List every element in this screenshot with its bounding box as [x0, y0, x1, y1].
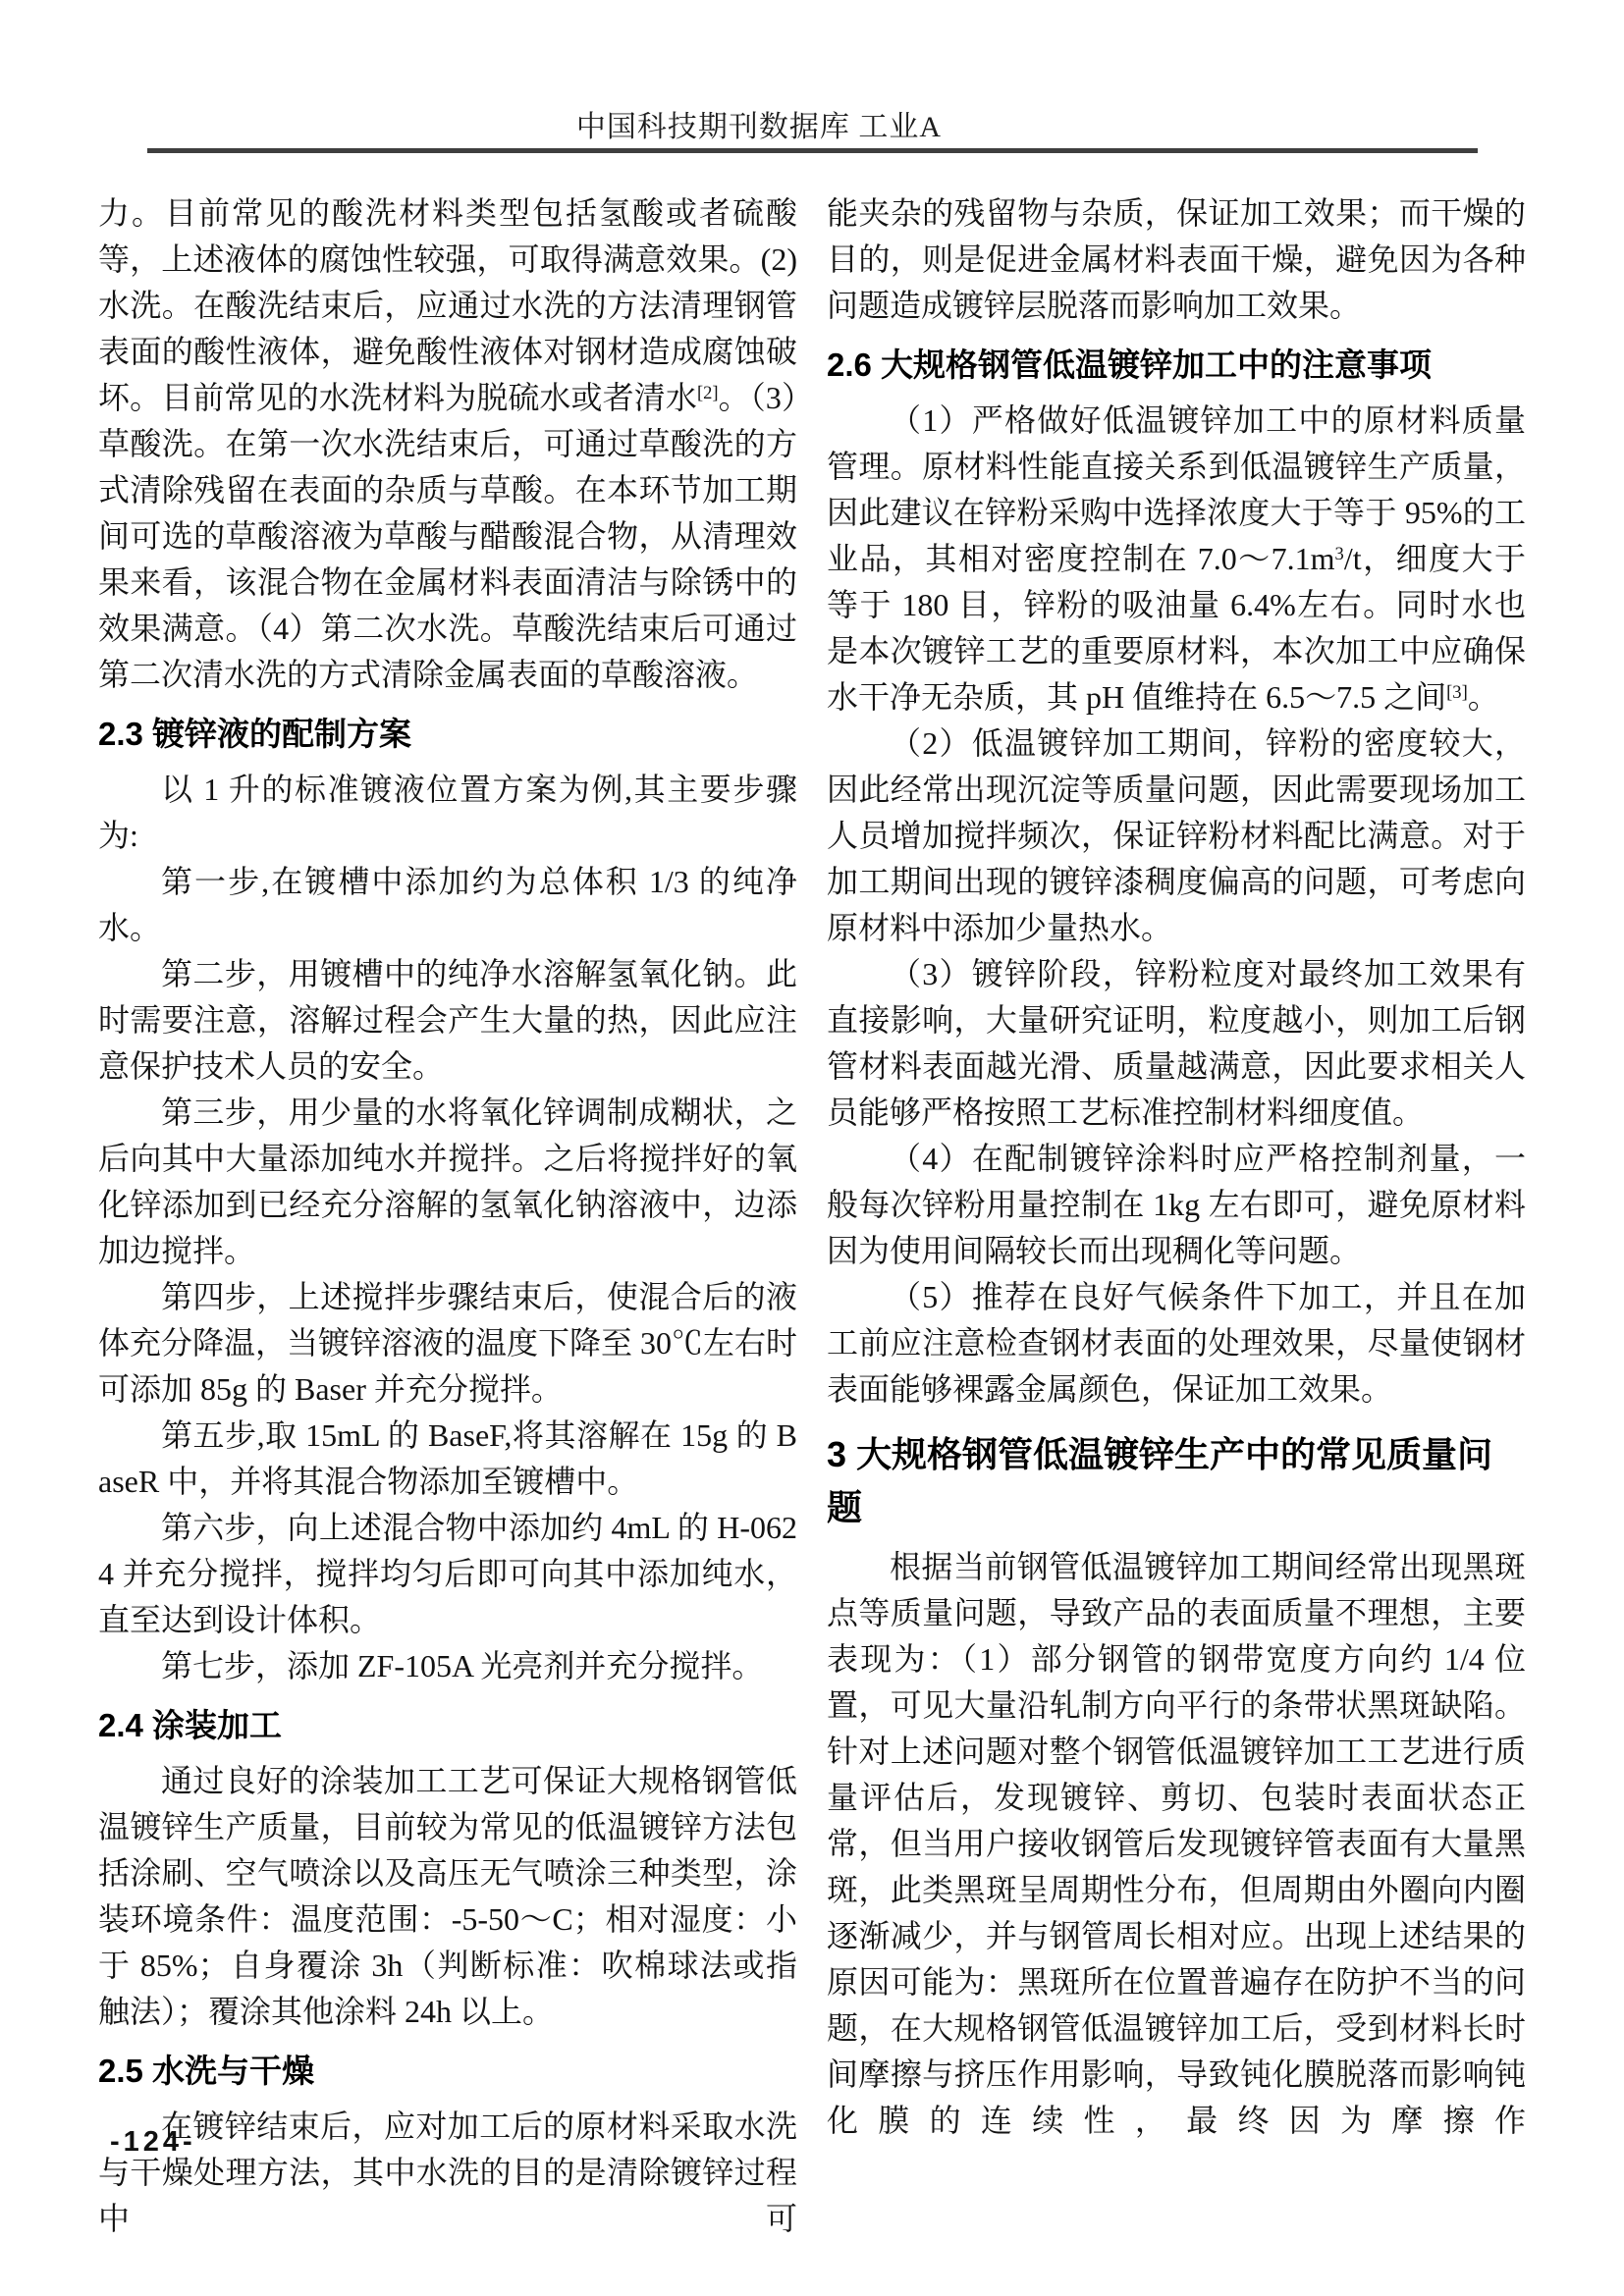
- paragraph-note-5: （5）推荐在良好气候条件下加工，并且在加工前应注意检查钢材表面的处理效果，尽量使钢材表面能够裸露金属颜色，保证加工效果。: [827, 1279, 1526, 1407]
- paragraph-step-7: 第七步，添加 ZF-105A 光亮剂并充分搅拌。: [161, 1648, 764, 1683]
- paragraph-note-2: （2）低温镀锌加工期间，锌粉的密度较大，因此经常出现沉淀等质量问题，因此需要现场加工人员增加搅拌频次，保证锌粉材料配比满意。对于加工期间出现的镀锌漆稠度偏高的问题，可考虑向原材料中添加少量热水。: [827, 725, 1526, 945]
- paragraph-text: 力。目前常见的酸洗材料类型包括氢酸或者硫酸等，上述液体的腐蚀性较强，可取得满意效果。(2)水洗。在酸洗结束后，应通过水洗的方法清理钢管表面的酸性液体，避免酸性液体对钢材造成腐蚀破坏。目前常见的水洗材料为脱硫水或者清水: [98, 195, 797, 415]
- paragraph-text: 。: [1467, 679, 1499, 715]
- section-heading-2-5: 2.5 水洗与干燥: [98, 2053, 315, 2089]
- paragraph-steps-intro: 以 1 升的标准镀液位置方案为例,其主要步骤为:: [98, 772, 797, 853]
- paragraph-washing-drying-start: 在镀锌结束后，应对加工后的原材料采取水洗与干燥处理方法，其中水洗的目的是清除镀锌过程中可: [98, 2109, 797, 2236]
- paragraph-text: （1）严格做好低温镀锌加工中的原材料质量管理。原材料性能直接关系到低温镀锌生产质量，因此建议在锌粉采购中选择浓度大于等于 95%的工业品，其相对密度控制在 7.0～7.1m: [827, 402, 1526, 576]
- paragraph-quality-issues: 根据当前钢管低温镀锌加工期间经常出现黑斑点等质量问题，导致产品的表面质量不理想，主要表现为：（1）部分钢管的钢带宽度方向约 1/4 位置，可见大量沿轧制方向平行的条带状黑斑缺陷。针对上述问题对整个钢管低温镀锌加工工艺进行质量评估后，发现镀锌、剪切、包装时表面状态正常，但当用户接收钢管后发现镀锌管表面有大量黑斑，此类黑斑呈周期性分布，但周期由外圈向内圈逐渐减少，并与钢管周长相对应。出现上述结果的原因可能为：黑斑所在位置普遍存在防护不当的问题，在大规格钢管低温镀锌加工后，受到材料长时间摩擦与挤压作用影响，导致钝化膜脱落而影响钝化膜的连续性，最终因为摩擦作: [827, 1549, 1526, 2138]
- paragraph-text: 。（3）草酸洗。在第一次水洗结束后，可通过草酸洗的方式清除残留在表面的杂质与草酸。在本环节加工期间可选的草酸溶液为草酸与醋酸混合物，从清理效果来看，该混合物在金属材料表面清洁与除锈中的效果满意。（4）第二次水洗。草酸洗结束后可通过第二次清水洗的方式清除金属表面的草酸溶液。: [98, 380, 797, 692]
- left-column: [98, 190, 797, 2242]
- section-heading-3: 3 大规格钢管低温镀锌生产中的常见质量问题: [827, 1434, 1493, 1527]
- section-heading-2-6: 2.6 大规格钢管低温镀锌加工中的注意事项: [827, 347, 1433, 383]
- right-column: [827, 190, 1526, 2144]
- superscript-cubed: 3: [1334, 543, 1344, 564]
- paragraph-step-5: 第五步,取 15mL 的 BaseF,将其溶解在 15g 的 BaseR 中，并将其混合物添加至镀槽中。: [98, 1417, 797, 1499]
- paragraph-step-4: 第四步，上述搅拌步骤结束后，使混合后的液体充分降温，当镀锌溶液的温度下降至 30℃左右时可添加 85g 的 Baser 并充分搅拌。: [98, 1279, 798, 1407]
- paragraph-step-1: 第一步,在镀槽中添加约为总体积 1/3 的纯净水。: [98, 864, 797, 945]
- paragraph-pickling-continuation: [98, 190, 797, 698]
- citation-ref-2: [2]: [696, 382, 719, 403]
- paragraph-step-2: 第二步，用镀槽中的纯净水溶解氢氧化钠。此时需要注意，溶解过程会产生大量的热，因此应注意保护技术人员的安全。: [98, 956, 797, 1084]
- journal-header-title: 中国科技期刊数据库 工业A: [575, 111, 943, 143]
- paragraph-washing-drying-continuation: 能夹杂的残留物与杂质，保证加工效果；而干燥的目的，则是促进金属材料表面干燥，避免因为各种问题造成镀锌层脱落而影响加工效果。: [827, 195, 1526, 323]
- header-divider-line: [147, 148, 1478, 153]
- section-heading-2-4: 2.4 涂装加工: [98, 1707, 283, 1743]
- paragraph-step-3: 第三步，用少量的水将氧化锌调制成糊状，之后向其中大量添加纯水并搅拌。之后将搅拌好的氧化锌添加到已经充分溶解的氢氧化钠溶液中，边添加边搅拌。: [98, 1095, 797, 1268]
- paragraph-note-3: （3）镀锌阶段，锌粉粒度对最终加工效果有直接影响，大量研究证明，粒度越小，则加工后钢管材料表面越光滑、质量越满意，因此要求相关人员能够严格按照工艺标准控制材料细度值。: [827, 956, 1526, 1130]
- section-heading-2-3: 2.3 镀锌液的配制方案: [98, 716, 412, 752]
- paragraph-coating-process: 通过良好的涂装加工工艺可保证大规格钢管低温镀锌生产质量，目前较为常见的低温镀锌方法包括涂刷、空气喷涂以及高压无气喷涂三种类型，涂装环境条件：温度范围：-5-50～C；相对湿度：小于 85%；自身覆涂 3h（判断标准：吹棉球法或指触法）；覆涂其他涂料 24h 以上。: [98, 1763, 797, 2029]
- paragraph-text: /t，细度大于等于 180 目，锌粉的吸油量 6.4%左右。同时水也是本次镀锌工艺的重要原材料，本次加工中应确保水干净无杂质，其 pH 值维持在 6.5～7.5 之间: [827, 541, 1526, 715]
- page-number: -124-: [110, 2126, 196, 2158]
- citation-ref-3: [3]: [1446, 681, 1468, 703]
- paragraph-note-4: （4）在配制镀锌涂料时应严格控制剂量，一般每次锌粉用量控制在 1kg 左右即可，避免原材料因为使用间隔较长而出现稠化等问题。: [827, 1141, 1526, 1268]
- paragraph-step-6: 第六步，向上述混合物中添加约 4mL 的 H-0624 并充分搅拌，搅拌均匀后即可向其中添加纯水，直至达到设计体积。: [98, 1510, 797, 1637]
- paragraph-note-1: [827, 398, 1526, 721]
